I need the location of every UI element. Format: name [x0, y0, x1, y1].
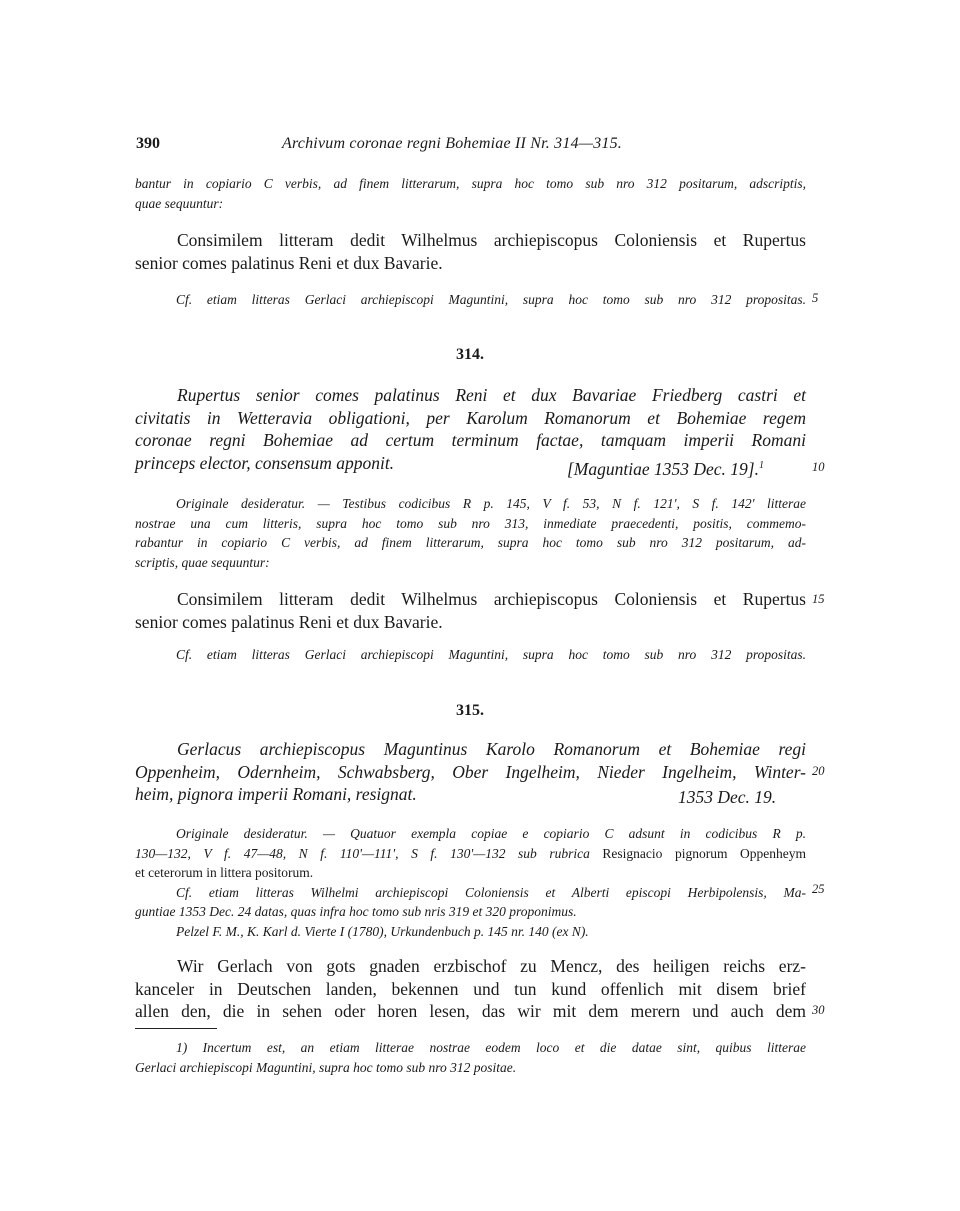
page-number: 390 — [136, 135, 160, 152]
note-314 — [135, 494, 806, 572]
note-line: Originale desideratur. — Quatuor exempla copiae e copiario C adsunt in codicibus R p. — [176, 826, 806, 841]
continuation-note — [135, 174, 806, 213]
running-title: Archivum coronae regni Bohemiae II Nr. 314—315. — [282, 135, 623, 152]
regest-line: coronae regni Bohemiae ad certum terminum factae, tamquam imperii Romani — [135, 430, 806, 450]
document-number-314: 314. — [456, 346, 484, 363]
bibliography-line: Pelzel F. M., K. Karl d. Vierte I (1780), Urkundenbuch p. 145 nr. 140 (ex N). — [176, 923, 589, 939]
line-number: 15 — [812, 592, 825, 606]
document-date: 1353 Dec. 19. — [678, 787, 777, 807]
text-314 — [135, 588, 806, 633]
cf-line: Cf. etiam litteras Wilhelmi archiepiscopi Coloniensis et Alberti episcopi Herbipolensis, Ma- — [176, 884, 806, 900]
continuation-text — [135, 229, 806, 274]
document-number-315: 315. — [456, 702, 484, 719]
cf-line: guntiae 1353 Dec. 24 datas, quas infra hoc tomo sub nris 319 et 320 proponimus. — [135, 904, 577, 919]
line-number: 30 — [812, 1003, 825, 1017]
cf-314 — [176, 645, 806, 665]
cf-line: Cf. etiam litteras Gerlaci archiepiscopi Maguntini, supra hoc tomo sub nro 312 propositas. — [176, 647, 806, 662]
text-line: kanceler in Deutschen landen, bekennen und tun kund offenlich mit disem brief — [135, 978, 806, 999]
regest-line: Gerlacus archiepiscopus Maguntinus Karolo Romanorum et Bohemiae regi — [177, 739, 806, 759]
text-line: senior comes palatinus Reni et dux Bavarie. — [135, 252, 443, 273]
footnote-marker: 1 — [759, 459, 764, 471]
line-number: 10 — [812, 460, 825, 474]
regest-line: civitatis in Wetteravia obligationi, per Karolum Romanorum et Bohemiae regem — [135, 407, 806, 428]
note-line: nostrae una cum litteris, supra hoc tomo sub nro 313, inmediate praecedenti, positis, commemo- — [135, 515, 806, 531]
footnote-line: Gerlaci archiepiscopi Maguntini, supra hoc tomo sub nro 312 positae. — [135, 1059, 517, 1075]
text-line: Consimilem litteram dedit Wilhelmus archiepiscopus Coloniensis et Rupertus — [177, 589, 806, 609]
line-number: 5 — [812, 291, 819, 305]
note-line: rabantur in copiario C verbis, ad finem litterarum, supra hoc tomo sub nro 312 positarum, ad- — [135, 535, 806, 550]
regest-314 — [135, 384, 806, 479]
note-line: Originale desideratur. — Testibus codicibus R p. 145, V f. 53, N f. 121', S f. 142' litterae — [176, 496, 806, 511]
text-line: Consimilem litteram dedit Wilhelmus archiepiscopus Coloniensis et Rupertus — [177, 230, 806, 250]
text-line: allen den, die in sehen oder horen lesen, das wir mit dem merern und auch dem — [135, 1001, 806, 1021]
line-number: 25 — [812, 882, 825, 896]
line-number: 20 — [812, 764, 825, 778]
note-line: 130—132, V f. 47—48, N f. 110'—111', S f. 130'—132 sub rubrica Resignacio pignorum Oppenheym — [135, 845, 807, 861]
note-315 — [135, 824, 806, 941]
text-line: senior comes palatinus Reni et dux Bavarie. — [135, 611, 443, 632]
note-line: et ceterorum in littera positorum. — [135, 865, 314, 880]
regest-line: Rupertus senior comes palatinus Reni et dux Bavariae Friedberg castri et — [177, 385, 806, 405]
regest-line — [135, 783, 806, 806]
cf-line: Cf. etiam litteras Gerlaci archiepiscopi Maguntini, supra hoc tomo sub nro 312 propositas. — [176, 292, 806, 307]
regest-315 — [135, 738, 806, 806]
regest-line — [135, 452, 806, 479]
note-line: scriptis, quae sequuntur: — [135, 554, 270, 570]
text-line: Wir Gerlach von gots gnaden erzbischof zu Mencz, des heiligen reichs erz- — [177, 956, 806, 976]
note-line: bantur in copiario C verbis, ad finem litterarum, supra hoc tomo sub nro 312 positarum, adscriptis, — [135, 176, 806, 191]
document-date: [Maguntiae 1353 Dec. 19].$^1$ — [567, 458, 764, 479]
footnote-line: 1) Incertum est, an etiam litterae nostrae eodem loco et die datae sint, quibus litterae — [176, 1040, 806, 1055]
regest-line-text: princeps elector, consensum apponit. — [135, 452, 395, 473]
footnote-rule — [135, 1028, 217, 1029]
continuation-cf — [176, 290, 806, 310]
footnote — [135, 1038, 806, 1077]
regest-line-text: heim, pignora imperii Romani, resignat. — [135, 784, 417, 804]
text-315 — [135, 955, 806, 1023]
regest-line: Oppenheim, Odernheim, Schwabsberg, Ober Ingelheim, Nieder Ingelheim, Winter- — [135, 761, 806, 782]
note-line: quae sequuntur: — [135, 195, 224, 211]
